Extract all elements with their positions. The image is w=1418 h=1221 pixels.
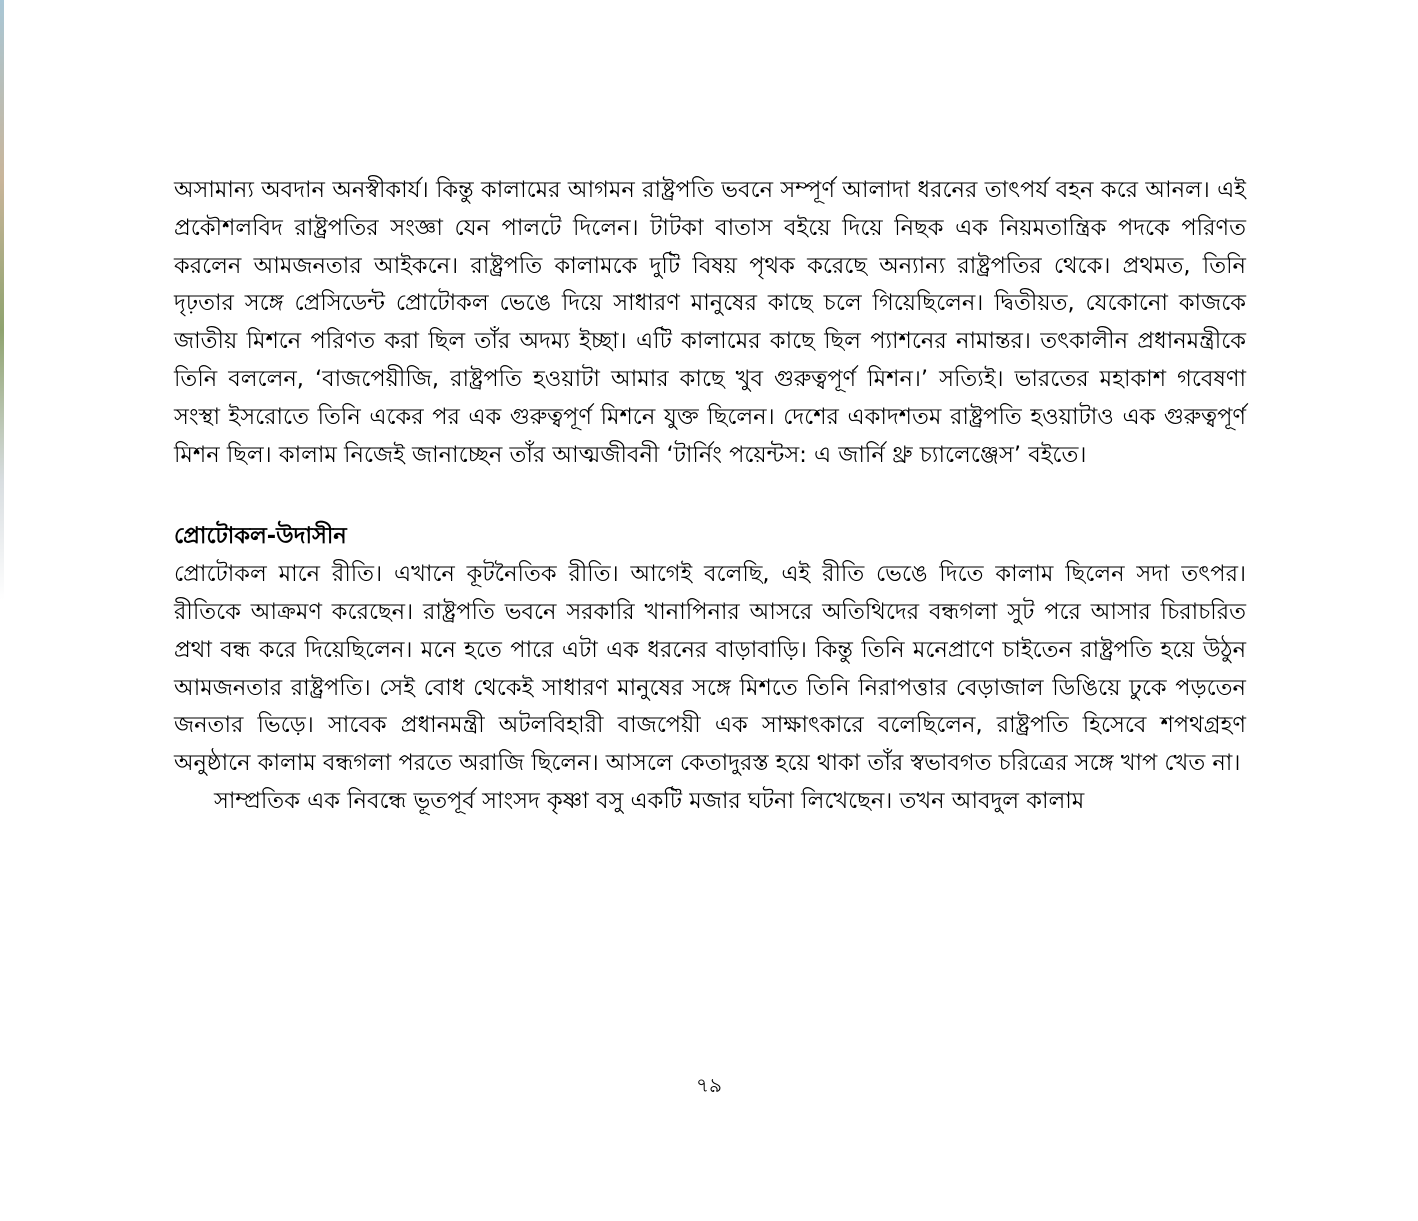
paragraph-intro: অসামান্য অবদান অনস্বীকার্য। কিন্তু কালামের আগমন রাষ্ট্রপতি ভবনে সম্পূর্ণ আলাদা ধরনের তাৎপর্য বহন করে আনল। এই প্রকৌশলবিদ রাষ্ট্রপতির সংজ্ঞা যেন পালটে দিলেন। টাটকা বাতাস বইয়ে দিয়ে নিছক এক নিয়মতান্ত্রিক পদকে পরিণত করলেন আমজনতার আইকনে। রাষ্ট্রপতি কালামকে দুটি বিষয় পৃথক করেছে অন্যান্য রাষ্ট্রপতির থেকে। প্রথমত, তিনি দৃঢ়তার সঙ্গে প্রেসিডেন্ট প্রোটোকল ভেঙে দিয়ে সাধারণ মানুষের কাছে চলে গিয়েছিলেন। দ্বিতীয়ত, যেকোনো কাজকে জাতীয় মিশনে পরিণত করা ছিল তাঁর অদম্য ইচ্ছা। এটি কালামের কাছে ছিল প্যাশনের নামান্তর। তৎকালীন প্রধানমন্ত্রীকে তিনি বললেন, ‘বাজপেয়ীজি, রাষ্ট্রপতি হওয়াটা আমার কাছে খুব গুরুত্বপূর্ণ মিশন।’ সত্যিই। ভারতের মহাকাশ গবেষণা সংস্থা ইসরোতে তিনি একের পর এক গুরুত্বপূর্ণ মিশনে যুক্ত ছিলেন। দেশের একাদশতম রাষ্ট্রপতি হওয়াটাও এক গুরুত্বপূর্ণ মিশন ছিল। কালাম নিজেই জানাচ্ছেন তাঁর আত্মজীবনী ‘টার্নিং পয়েন্টস: এ জার্নি থ্রু চ্যালেঞ্জেস’ বইতে। [174,177,1246,468]
paragraph-protocol: প্রোটোকল মানে রীতি। এখানে কূটনৈতিক রীতি। আগেই বলেছি, এই রীতি ভেঙে দিতে কালাম ছিলেন সদা তৎপর। রীতিকে আক্রমণ করেছেন। রাষ্ট্রপতি ভবনে সরকারি খানাপিনার আসরে অতিথিদের বন্ধগলা সুট পরে আসার চিরাচরিত প্রথা বন্ধ করে দিয়েছিলেন। মনে হতে পারে এটা এক ধরনের বাড়াবাড়ি। কিন্তু তিনি মনেপ্রাণে চাইতেন রাষ্ট্রপতি হয়ে উঠুন আমজনতার রাষ্ট্রপতি। সেই বোধ থেকেই সাধারণ মানুষের সঙ্গে মিশতে তিনি নিরাপত্তার বেড়াজাল ডিঙিয়ে ঢুকে পড়তেন জনতার ভিড়ে। সাবেক প্রধানমন্ত্রী অটলবিহারী বাজপেয়ী এক সাক্ষাৎকারে বলেছিলেন, রাষ্ট্রপতি হিসেবে শপথগ্রহণ অনুষ্ঠানে কালাম বন্ধগলা পরতে অরাজি ছিলেন। আসলে কেতাদুরস্ত হয়ে থাকা তাঁর স্বভাবগত চরিত্রের সঙ্গে খাপ খেত না। [174,561,1246,777]
scan-edge-strip [0,0,4,600]
section-heading: প্রোটোকল-উদাসীন [174,523,347,550]
page-number: ৭৯ [696,1073,722,1097]
paragraph-anecdote: সাম্প্রতিক এক নিবন্ধে ভূতপূর্ব সাংসদ কৃষ্ণা বসু একটি মজার ঘটনা লিখেছেন। তখন আবদুল কালাম [214,787,1085,814]
page-body [174,172,1246,821]
